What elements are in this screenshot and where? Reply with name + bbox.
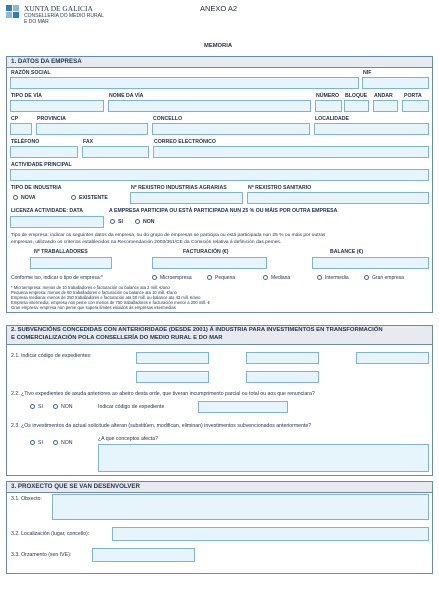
bloque-field[interactable] bbox=[344, 100, 369, 112]
fax-field[interactable] bbox=[82, 146, 149, 158]
label-concello: CONCELLO bbox=[153, 116, 183, 122]
label-correo: CORREO ELECTRÓNICO bbox=[154, 139, 216, 145]
localidade-field[interactable] bbox=[314, 123, 429, 135]
radio-participa-non[interactable] bbox=[135, 219, 140, 224]
label-nif: NIF bbox=[363, 70, 372, 76]
label-andar: ANDAR bbox=[374, 93, 393, 99]
radio-q23-si[interactable] bbox=[30, 440, 35, 445]
radio-microempresa[interactable] bbox=[152, 275, 157, 280]
expediente-code-field-1[interactable] bbox=[136, 352, 209, 364]
label-obxecto: 3.1. Obxecto: bbox=[11, 496, 42, 502]
razon-social-field[interactable] bbox=[10, 77, 359, 89]
label-q21: 2.1. Indicar código de expedientes: bbox=[11, 353, 92, 359]
concello-field[interactable] bbox=[152, 123, 310, 135]
label-facturacion: FACTURACIÓN (€) bbox=[183, 249, 229, 255]
orzamento-field[interactable] bbox=[92, 548, 195, 562]
label-orzamento: 3.3. Orzamento (sen IVE): bbox=[11, 552, 72, 558]
label-tipo-industria: TIPO DE INDUSTRIA bbox=[11, 185, 62, 191]
label-fax: FAX bbox=[83, 139, 94, 145]
label-nova: NOVA bbox=[21, 195, 36, 201]
radio-intermedia[interactable] bbox=[317, 275, 322, 280]
department-line1: CONSELLERÍA DO MEDIO RURAL bbox=[24, 13, 104, 19]
radio-existente[interactable] bbox=[71, 195, 76, 200]
tipo-empresa-instructions-2: empresas, utilizando os criterios establecidos na Recomendación 2003/361/CE da Comisión relativa á definición das pemes. bbox=[11, 240, 282, 245]
label-q23-non: NON bbox=[61, 440, 73, 446]
correo-field[interactable] bbox=[153, 146, 429, 158]
facturacion-field[interactable] bbox=[152, 257, 267, 269]
licenza-date-field[interactable] bbox=[10, 216, 104, 228]
label-microempresa: Microempresa bbox=[160, 275, 192, 281]
label-pequena: Pequena bbox=[215, 275, 236, 281]
tipo-empresa-instructions-1: Tipo de empresa: indicar os seguintes datos da empresa, ou do grupo de empresas se participa ou está participada nun 25 % ou máis por outras bbox=[11, 233, 326, 238]
annex-title: ANEXO A2 bbox=[200, 4, 238, 13]
label-gran-empresa: Gran empresa bbox=[372, 275, 404, 281]
radio-nova[interactable] bbox=[13, 195, 18, 200]
section2-title-line2: E COMERCIALIZACIÓN POLA CONSELLERÍA DO MEDIO RURAL E DO MAR bbox=[11, 335, 223, 341]
label-telefono: TELÉFONO bbox=[11, 139, 40, 145]
label-tipo-via: TIPO DE VÍA bbox=[11, 93, 42, 99]
label-existente: EXISTENTE bbox=[79, 195, 108, 201]
label-rexistro-agrarias: Nº REXISTRO INDUSTRIAS AGRARIAS bbox=[131, 185, 227, 191]
label-q22: 2.2. ¿Tivo expedientes de axuda anteriores ao abeiro desta orde, que tiveran incumprimento parcial ou total ou aos que renunciara? bbox=[11, 391, 315, 397]
label-nome-via: NOME DA VÍA bbox=[109, 93, 144, 99]
label-licenza: LICENZA ACTIVIDADE: DATA bbox=[11, 208, 84, 214]
section3-title: 3. PROXECTO QUE SE VAN DESENVOLVER bbox=[11, 483, 140, 490]
cp-field[interactable] bbox=[10, 123, 32, 135]
radio-q23-non[interactable] bbox=[53, 440, 58, 445]
obxecto-field[interactable] bbox=[52, 494, 429, 520]
label-bloque: BLOQUE bbox=[345, 93, 368, 99]
provincia-field[interactable] bbox=[36, 123, 148, 135]
andar-field[interactable] bbox=[373, 100, 398, 112]
rexistro-sanitario-field[interactable] bbox=[247, 192, 429, 204]
radio-pequena[interactable] bbox=[207, 275, 212, 280]
label-conceptos: ¿A que conceptos afecta? bbox=[98, 436, 158, 442]
label-numero: NÚMERO bbox=[316, 93, 340, 99]
section2-title-line1: 2. SUBVENCIÓNS CONCEDIDAS CON ANTERIORIDADE (DESDE 2001) Á INDUSTRIA PARA INVESTIMENTOS EN TRANSFORMACIÓN bbox=[11, 327, 383, 333]
rexistro-agrarias-field[interactable] bbox=[130, 192, 243, 204]
numero-field[interactable] bbox=[315, 100, 342, 112]
company-type-note-1: * Microempresa: menos de 10 traballadores e facturación ou balance ata 2 mill. €/ano bbox=[11, 285, 170, 290]
label-q22-si: SI bbox=[38, 404, 43, 410]
company-type-note-2: Pequena empresa: menos de 50 traballadores e facturación ou balance ata 10 mill. €/ano bbox=[11, 290, 177, 295]
nif-field[interactable] bbox=[362, 77, 429, 89]
indicar-codigo-field[interactable] bbox=[198, 401, 288, 413]
expediente-code-field-3[interactable] bbox=[356, 352, 429, 364]
company-type-note-5: Gran empresa: empresa non peme que supera límites esixidos ás empresas intermedias bbox=[11, 305, 176, 310]
label-balance: BALANCE (€) bbox=[330, 249, 364, 255]
label-localizacion: 3.2. Localización (lugar, concello): bbox=[11, 531, 90, 537]
label-intermedia: Intermedia bbox=[325, 275, 349, 281]
label-cp: CP bbox=[11, 116, 19, 122]
label-q22-non: NON bbox=[61, 404, 73, 410]
label-provincia: PROVINCIA bbox=[37, 116, 66, 122]
label-rexistro-sanitario: Nº REXISTRO SANITARIO bbox=[248, 185, 312, 191]
label-conforme: Conforme iso, indicar o tipo de empresa:* bbox=[11, 275, 103, 281]
label-actividade: ACTIVIDADE PRINCIPAL bbox=[11, 162, 72, 168]
actividade-field[interactable] bbox=[10, 169, 429, 181]
label-localidade: LOCALIDADE bbox=[315, 116, 350, 122]
company-type-note-4: Empresa intermedia: empresa non peme con menos de 750 traballadores e facturación menor a 200 mill. € bbox=[11, 300, 210, 305]
radio-participa-si[interactable] bbox=[110, 219, 115, 224]
label-porta: PORTA bbox=[404, 93, 422, 99]
expediente-code-field-5[interactable] bbox=[246, 371, 319, 383]
expediente-code-field-2[interactable] bbox=[246, 352, 319, 364]
tipo-via-field[interactable] bbox=[10, 100, 104, 112]
label-q23-si: SI bbox=[38, 440, 43, 446]
radio-q22-non[interactable] bbox=[53, 404, 58, 409]
label-participa-si: SI bbox=[118, 219, 123, 225]
balance-field[interactable] bbox=[312, 257, 429, 269]
label-q23: 2.3. ¿Os investimentos da actual solicitude alteran (substitúen, modifican, eliminan) investimentos subvencionados anteriormente? bbox=[11, 423, 312, 429]
org-name: XUNTA DE GALICIA bbox=[24, 4, 93, 13]
department-line2: E DO MAR bbox=[24, 19, 49, 25]
company-type-note-3: Empresa mediana: menos de 250 traballadores e facturación ata 50 mill. ou balance ata 43 mill. €/ano bbox=[11, 295, 201, 300]
label-traballadores: Nº TRABALLADORES bbox=[34, 249, 88, 255]
expediente-code-field-4[interactable] bbox=[136, 371, 209, 383]
radio-gran-empresa[interactable] bbox=[364, 275, 369, 280]
telefono-field[interactable] bbox=[10, 146, 78, 158]
radio-mediana[interactable] bbox=[263, 275, 268, 280]
nome-via-field[interactable] bbox=[108, 100, 311, 112]
traballadores-field[interactable] bbox=[30, 257, 112, 269]
label-participa: A EMPRESA PARTICIPA OU ESTÁ PARTICIPADA NUN 25 % OU MÁIS POR OUTRA EMPRESA bbox=[109, 208, 338, 214]
radio-q22-si[interactable] bbox=[30, 404, 35, 409]
conceptos-field[interactable] bbox=[98, 444, 429, 472]
label-razon-social: RAZÓN SOCIAL bbox=[11, 70, 51, 76]
label-participa-non: NON bbox=[143, 219, 155, 225]
document-title: MEMORIA bbox=[204, 43, 233, 49]
localizacion-field[interactable] bbox=[112, 527, 429, 541]
porta-field[interactable] bbox=[402, 100, 429, 112]
logo bbox=[6, 5, 20, 19]
section1-title: 1. DATOS DA EMPRESA bbox=[11, 58, 82, 65]
label-indicar-codigo: Indicar código de expediente bbox=[98, 404, 165, 410]
label-mediana: Mediana bbox=[271, 275, 291, 281]
